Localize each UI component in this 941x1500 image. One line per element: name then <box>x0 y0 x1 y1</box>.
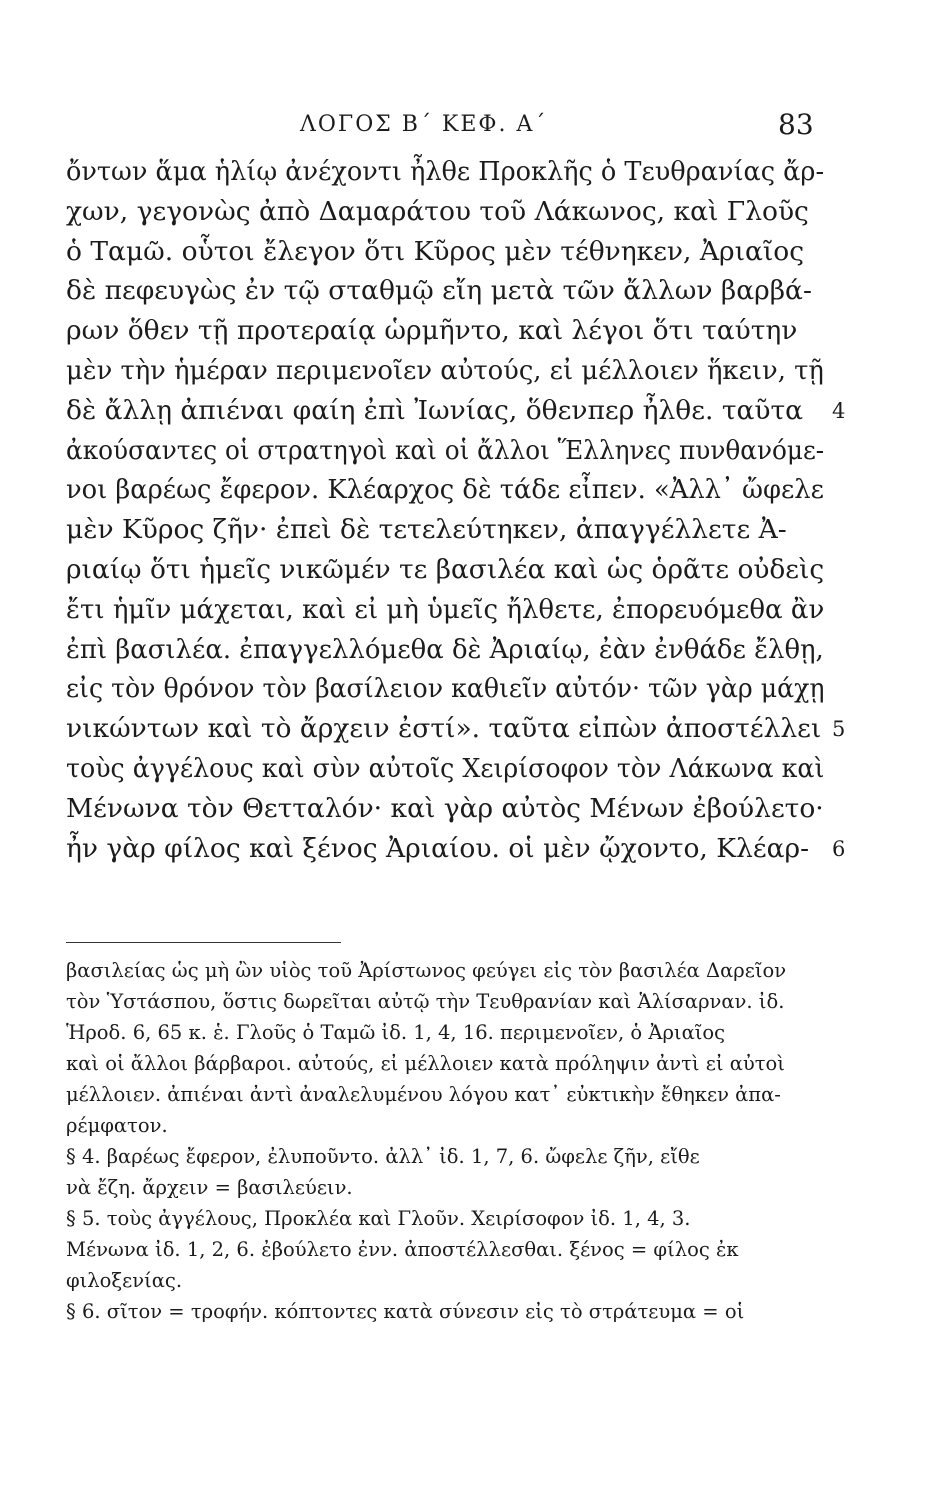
note-line: νὰ ἔζη. ἄρχειν = βασιλεύειν. <box>66 1176 353 1199</box>
text-line: ριαίῳ ὅτι ἡμεῖς νικῶμέν τε βασιλέα καὶ ὡς ὁρᾶτε οὐδεὶς <box>66 553 825 585</box>
text-line: ὄντων ἅμα ἡλίῳ ἀνέχοντι ἦλθε Προκλῆς ὁ Τευθρανίας ἄρ- <box>66 156 825 187</box>
note-line: § 6. σῖτον = τροφήν. κόπτοντες κατὰ σύνεσιν εἰς τὸ στράτευμα = οἱ <box>66 1300 745 1323</box>
text-line: ρων ὅθεν τῇ προτεραίᾳ ὡρμῆντο, καὶ λέγοι ὅτι ταύτην <box>66 315 798 347</box>
note-line: μέλλοιεν. ἀπιέναι ἀντὶ ἀναλελυμένου λόγου κατ᾽ εὐκτικὴν ἔθηκεν ἀπα- <box>66 1083 781 1106</box>
text-line: εἰς τὸν θρόνον τὸν βασίλειον καθιεῖν αὐτόν· τῶν γὰρ μάχῃ <box>66 673 825 705</box>
page-number: 83 <box>778 108 814 141</box>
text-line: δὲ πεφευγὼς ἐν τῷ σταθμῷ εἴη μετὰ τῶν ἄλλων βαρβά- <box>66 275 812 307</box>
text-line: ἐπὶ βασιλέα. ἐπαγγελλόμεθα δὲ Ἀριαίῳ, ἐὰν ἐνθάδε ἔλθῃ, <box>66 633 824 665</box>
text-line: ἦν γὰρ φίλος καὶ ξένος Ἀριαίου. οἱ μὲν ᾤχοντο, Κλέαρ- <box>66 832 810 864</box>
footnote-rule <box>66 942 341 943</box>
section-number: 6 <box>832 836 846 861</box>
text-line: νοι βαρέως ἔφερον. Κλέαρχος δὲ τάδε εἶπεν. «Ἀλλ᾽ ὤφελε <box>66 474 824 506</box>
note-line: § 5. τοὺς ἀγγέλους, Προκλέα καὶ Γλοῦν. Χειρίσοφον ἰδ. 1, 4, 3. <box>66 1207 691 1230</box>
note-line: τὸν Ὑστάσπου, ὅστις δωρεῖται αὐτῷ τὴν Τευθρανίαν καὶ Ἁλίσαρναν. ἰδ. <box>66 990 785 1013</box>
note-line: βασιλείας ὡς μὴ ὢν υἱὸς τοῦ Ἀρίστωνος φεύγει εἰς τὸν βασιλέα Δαρεῖον <box>66 959 787 982</box>
running-head: ΛΟΓΟΣ Β΄ ΚΕΦ. Α΄ <box>300 112 548 137</box>
text-line: δὲ ἄλλῃ ἀπιέναι φαίη ἐπὶ Ἰωνίας, ὅθενπερ ἦλθε. ταῦτα <box>66 394 804 426</box>
text-line: ὁ Ταμῶ. οὗτοι ἔλεγον ὅτι Κῦρος μὲν τέθνηκεν, Ἀριαῖος <box>66 235 805 267</box>
text-line: Μένωνα τὸν Θετταλόν· καὶ γὰρ αὐτὸς Μένων ἐβούλετο· <box>66 792 824 824</box>
text-line: μὲν Κῦρος ζῆν· ἐπεὶ δὲ τετελεύτηκεν, ἀπαγγέλλετε Ἀ- <box>66 514 787 546</box>
section-number: 4 <box>832 398 846 423</box>
text-line: τοὺς ἀγγέλους καὶ σὺν αὐτοῖς Χειρίσοφον τὸν Λάκωνα καὶ <box>66 752 825 784</box>
main-text <box>66 152 826 868</box>
note-line: Ἡροδ. 6, 65 κ. ἑ. Γλοῦς ὁ Ταμῶ ἰδ. 1, 4, 16. περιμενοῖεν, ὁ Ἀριαῖος <box>66 1021 726 1044</box>
note-line: ρέμφατον. <box>66 1114 168 1137</box>
commentary-notes <box>66 955 826 1327</box>
section-number: 5 <box>832 717 846 742</box>
text-line: νικώντων καὶ τὸ ἄρχειν ἐστί». ταῦτα εἰπὼν ἀποστέλλει <box>66 713 822 745</box>
text-line: χων, γεγονὼς ἀπὸ Δαμαράτου τοῦ Λάκωνος, καὶ Γλοῦς <box>66 195 809 227</box>
note-line: φιλοξενίας. <box>66 1269 183 1292</box>
text-line: μὲν τὴν ἡμέραν περιμενοῖεν αὐτούς, εἰ μέλλοιεν ἥκειν, τῇ <box>66 354 824 386</box>
note-line: Μένωνα ἰδ. 1, 2, 6. ἐβούλετο ἐνν. ἀποστέλλεσθαι. ξένος = φίλος ἐκ <box>66 1238 739 1261</box>
note-line: καὶ οἱ ἄλλοι βάρβαροι. αὐτούς, εἰ μέλλοιεν κατὰ πρόληψιν ἀντὶ εἰ αὐτοὶ <box>66 1052 785 1075</box>
text-line: ἀκούσαντες οἱ στρατηγοὶ καὶ οἱ ἄλλοι Ἕλληνες πυνθανόμε- <box>66 434 825 466</box>
note-line: § 4. βαρέως ἔφερον, ἐλυποῦντο. ἀλλ᾽ ἰδ. 1, 7, 6. ὤφελε ζῆν, εἴθε <box>66 1145 700 1168</box>
text-line: ἔτι ἡμῖν μάχεται, καὶ εἰ μὴ ὑμεῖς ἤλθετε, ἐπορευόμεθα ἂν <box>66 593 825 625</box>
